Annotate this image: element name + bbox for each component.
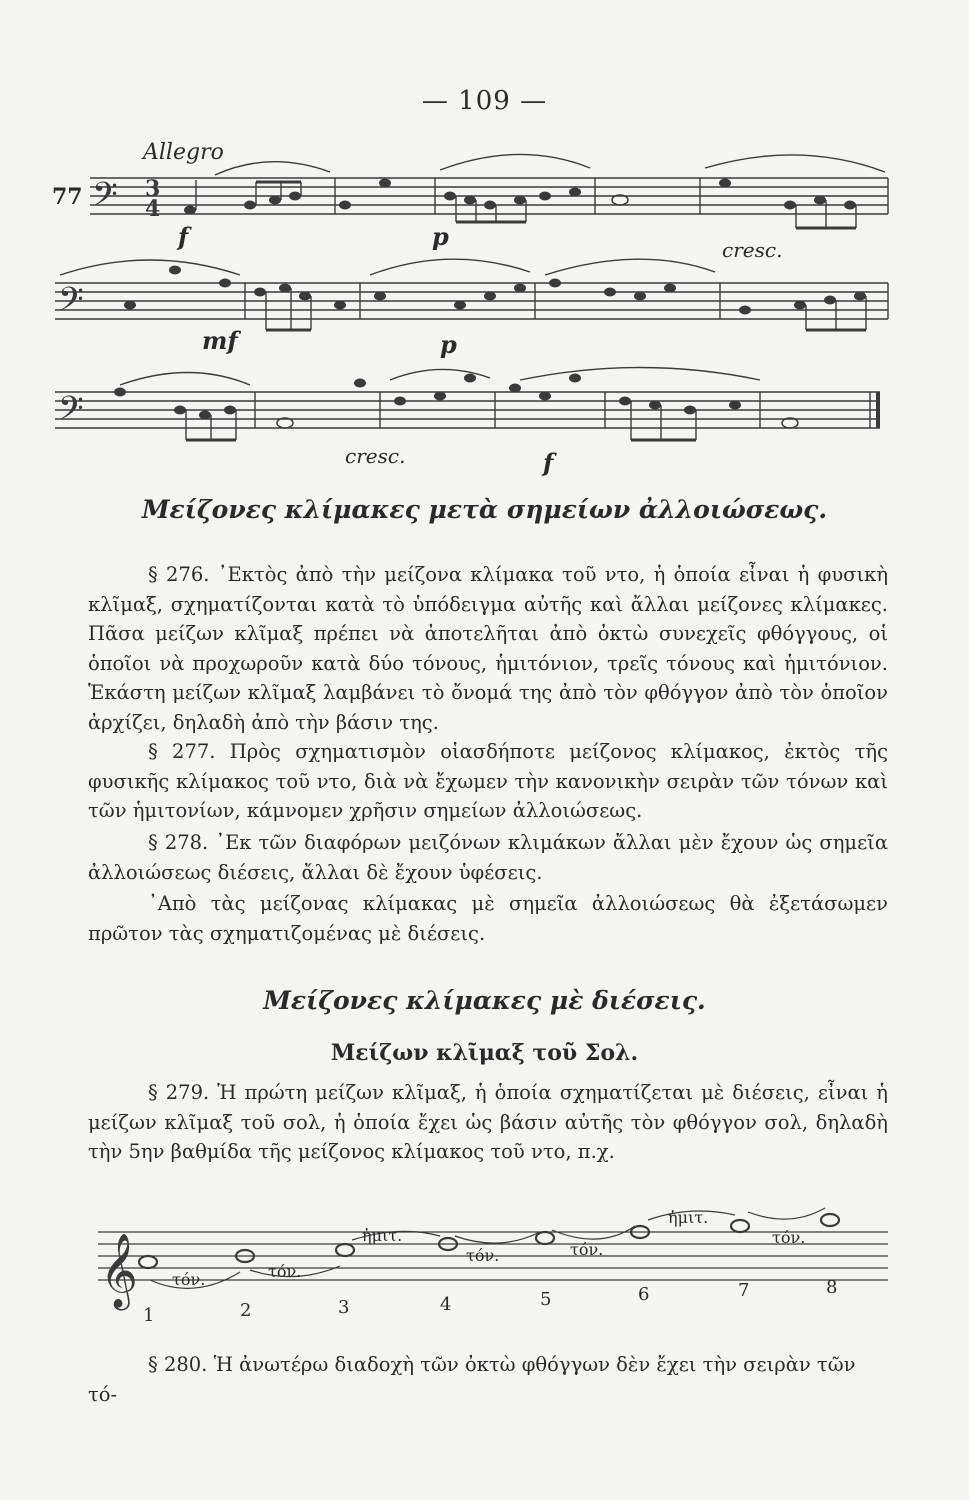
paragraph-279-text: § 279. Ἡ πρώτη μείζων κλῖμαξ, ἡ ὁποία σχηματίζεται μὲ διέσεις, εἶναι ἡ μείζων κλῖμαξ τοῦ σολ, ἡ ὁποία ἔχει ὡς βάσιν αὐτῆς τὸν φθόγγον σολ, δηλαδὴ τὴν 5ην βαθμίδα τῆς μείζονος κλίμακος τοῦ ντο, π.χ. <box>88 1081 888 1163</box>
degree-number-5: 5 <box>540 1289 552 1310</box>
heading-major-scales-with-accidentals: Μείζονες κλίμακες μετὰ σημείων ἀλλοιώσεως. <box>141 495 828 524</box>
paragraph-278-text: § 278. ᾿Εκ τῶν διαφόρων μειζόνων κλιμάκων ἄλλαι μὲν ἔχουν ὡς σημεῖα ἀλλοιώσεως διέσεις, ἄλλαι δὲ ἔχουν ὑφέσεις. <box>88 831 888 884</box>
paragraph-280-text: § 280. Ἡ ἀνωτέρω διαδοχὴ τῶν ὀκτὼ φθόγγων δὲν ἔχει τὴν σειρὰν τῶν τό- <box>88 1353 856 1406</box>
dynamic-mf: mf <box>202 326 238 355</box>
degree-number-6: 6 <box>638 1284 650 1305</box>
degree-number-7: 7 <box>738 1280 750 1301</box>
tempo-marking: Allegro <box>143 140 224 165</box>
svg-text:𝄢: 𝄢 <box>58 390 84 436</box>
interval-label-4: τόν. <box>466 1246 500 1265</box>
interval-label-6: ἡμιτ. <box>668 1208 709 1227</box>
dynamic-p-1: p <box>432 222 449 251</box>
degree-number-2: 2 <box>240 1300 252 1321</box>
interval-label-1: τόν. <box>172 1270 206 1289</box>
degree-number-3: 3 <box>338 1297 350 1318</box>
subheading-g-major: Μείζων κλῖμαξ τοῦ Σολ. <box>330 1040 639 1066</box>
degree-number-4: 4 <box>440 1294 452 1315</box>
heading-major-scales-with-sharps: Μείζονες κλίμακες μὲ διέσεις. <box>263 986 706 1015</box>
dynamic-f-2: f <box>543 448 554 477</box>
example-number: 77 <box>52 184 83 210</box>
svg-text:𝄢: 𝄢 <box>58 281 84 327</box>
paragraph-276-text: § 276. ᾿Εκτὸς ἀπὸ τὴν μείζονα κλίμακα τοῦ ντο, ἡ ὁποία εἶναι ἡ φυσικὴ κλῖμαξ, σχηματίζονται κατὰ τὸ ὑπόδειγμα αὐτῆς καὶ ἄλλαι μείζονες κλίμακες. Πᾶσα μείζων κλῖμαξ πρέπει νὰ ἀποτελῆται ἀπὸ ὀκτὼ συνεχεῖς φθόγγους, οἱ ὁποῖοι νὰ προχωροῦν κατὰ δύο τόνους, ἡμιτόνιον, τρεῖς τόνους καὶ ἡμιτόνιον. Ἑκάστη μείζων κλῖμαξ λαμβάνει τὸ ὄνομά της ἀπὸ τὸν φθόγγον ἀπὸ τὸν ὁποῖον ἀρχίζει, δηλαδὴ ἀπὸ τὴν βάσιν της. <box>88 563 888 734</box>
interval-label-3: ἡμιτ. <box>362 1226 403 1245</box>
dynamic-p-2: p <box>440 330 457 359</box>
paragraph-277-text: § 277. Πρὸς σχηματισμὸν οἱασδήποτε μείζονος κλίμακος, ἐκτὸς τῆς φυσικῆς κλίμακος τοῦ ντο, διὰ νὰ ἔχωμεν τὴν κανονικὴν σειρὰν τῶν τόνων καὶ τῶν ἡμιτονίων, κάμνομεν χρῆσιν σημείων ἀλλοιώσεως. <box>88 740 888 822</box>
dynamic-cresc-2: cresc. <box>345 444 406 468</box>
degree-number-1: 1 <box>143 1305 155 1326</box>
degree-number-8: 8 <box>826 1277 838 1298</box>
dynamic-cresc-1: cresc. <box>722 238 783 262</box>
dynamic-f-1: f <box>178 222 189 251</box>
svg-text:4: 4 <box>145 196 161 222</box>
paragraph-278b-text: ᾿Απὸ τὰς μείζονας κλίμακας μὲ σημεῖα ἀλλοιώσεως θὰ ἐξετάσωμεν πρῶτον τὰς σχηματιζομένας μὲ διέσεις. <box>88 892 888 945</box>
paragraph-280 <box>88 1350 888 1409</box>
svg-text:3: 3 <box>145 176 161 202</box>
svg-text:𝄞: 𝄞 <box>100 1234 138 1308</box>
interval-label-2: τόν. <box>268 1262 302 1281</box>
svg-text:𝄢: 𝄢 <box>92 176 118 222</box>
page-number: — 109 — <box>421 86 548 116</box>
interval-label-7: τόν. <box>772 1228 806 1247</box>
interval-label-5: τόν. <box>570 1240 604 1259</box>
